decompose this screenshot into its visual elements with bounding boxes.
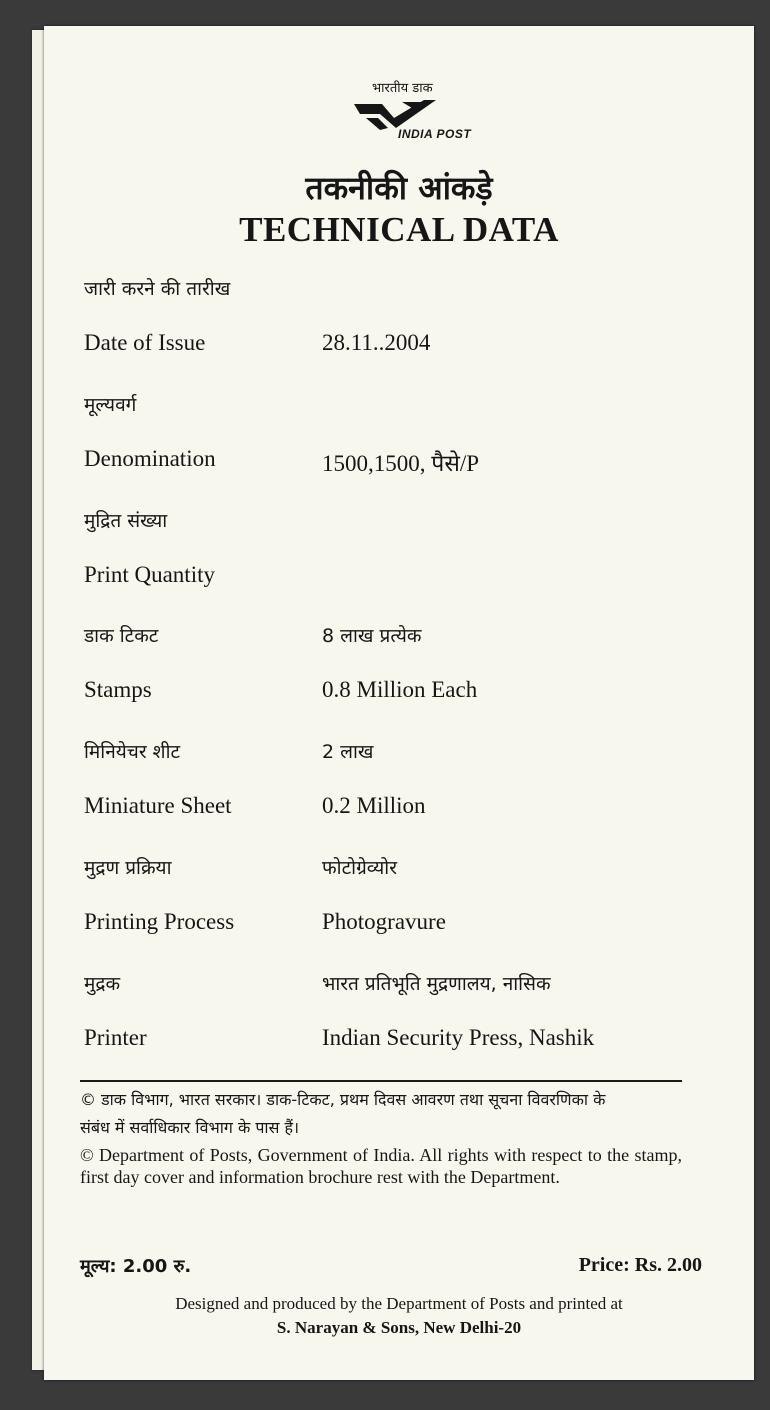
copyright-hindi-line2: संबंध में सर्वाधिकार विभाग के पास हैं। xyxy=(80,1118,300,1137)
row-label: Date of Issue xyxy=(84,330,206,355)
row-value: 2 लाख xyxy=(322,741,374,763)
row-label: मुद्रित संख्या xyxy=(84,510,168,532)
copyright-hindi xyxy=(80,1086,684,1142)
row-value: Indian Security Press, Nashik xyxy=(322,1025,595,1050)
technical-data-rows xyxy=(44,26,754,1066)
row-label: Print Quantity xyxy=(84,562,215,587)
row-value: 28.11..2004 xyxy=(322,330,431,355)
row-label: मूल्यवर्ग xyxy=(84,394,137,416)
row-label: मुद्रक xyxy=(84,973,121,995)
row-label: Printing Process xyxy=(84,909,235,934)
row-label: Stamps xyxy=(84,677,152,702)
price-hindi: मूल्य: 2.00 रु. xyxy=(80,1256,192,1277)
row-value: भारत प्रतिभूति मुद्रणालय, नासिक xyxy=(322,973,551,995)
row-value: 0.8 Million Each xyxy=(322,677,478,702)
row-label: मुद्रण प्रक्रिया xyxy=(84,857,172,879)
footer-line2: S. Narayan & Sons, New Delhi-20 xyxy=(276,1318,522,1337)
row-label: Printer xyxy=(84,1025,147,1050)
title-hindi: तकनीकी आंकड़े xyxy=(305,169,493,207)
row-value: फोटोग्रेव्योर xyxy=(322,857,397,879)
row-label: Miniature Sheet xyxy=(84,793,232,818)
logo-english-text: INDIA POST xyxy=(398,127,472,141)
row-value: Photogravure xyxy=(322,909,446,934)
row-label: मिनियेचर शीट xyxy=(84,741,181,763)
row-label: जारी करने की तारीख xyxy=(84,278,231,300)
row-value: 0.2 Million xyxy=(322,793,426,818)
copyright-hindi-line1: © डाक विभाग, भारत सरकार। डाक-टिकट, प्रथम दिवस आवरण तथा सूचना विवरणिका के xyxy=(80,1090,606,1109)
footer-line1: Designed and produced by the Department of Posts and printed at xyxy=(175,1294,623,1313)
logo-hindi-text: भारतीय डाक xyxy=(372,81,433,96)
row-value: 8 लाख प्रत्येक xyxy=(322,625,422,647)
price-english: Price: Rs. 2.00 xyxy=(578,1254,702,1276)
row-value: 1500,1500, पैसे/P xyxy=(322,451,480,476)
footer-credits xyxy=(44,1292,754,1340)
row-label: Denomination xyxy=(84,446,216,471)
page-title: TECHNICAL DATA xyxy=(239,210,559,249)
brochure-page xyxy=(44,26,754,1380)
divider xyxy=(80,1080,682,1082)
copyright-english: © Department of Posts, Government of India. All rights with respect to the stamp, first day cover and information brochure rest with the Department. xyxy=(80,1145,682,1187)
row-label: डाक टिकट xyxy=(84,625,159,647)
